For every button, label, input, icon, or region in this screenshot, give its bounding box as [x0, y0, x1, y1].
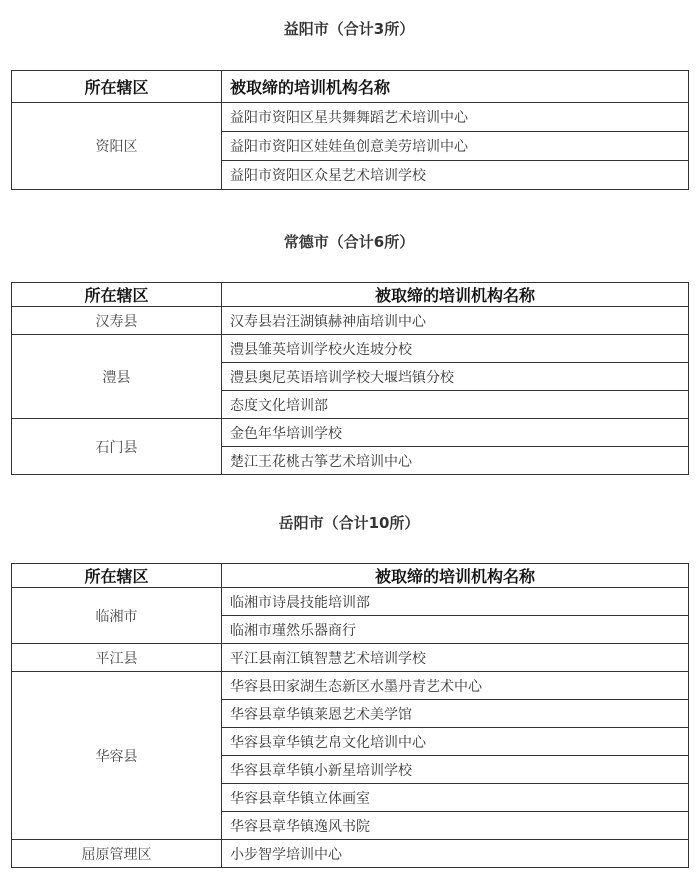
table-header-row: [12, 71, 689, 103]
table-yueyang: [11, 563, 689, 868]
table-row: [12, 335, 689, 363]
institution-cell: 华容县田家湖生态新区水墨丹青艺术中心: [222, 672, 689, 700]
district-cell: 华容县: [12, 672, 222, 840]
institution-cell: 华容县章华镇艺帛文化培训中心: [222, 728, 689, 756]
header-district: 所在辖区: [12, 283, 222, 307]
institution-cell: 平江县南江镇智慧艺术培训学校: [222, 644, 689, 672]
header-institution-name: 被取缔的培训机构名称: [222, 283, 689, 307]
table-row: [12, 840, 689, 868]
district-cell: 屈原管理区: [12, 840, 222, 868]
table-header-row: [12, 564, 689, 588]
institution-cell: 华容县章华镇莱恩艺术美学馆: [222, 700, 689, 728]
institution-cell: 小步智学培训中心: [222, 840, 689, 868]
table-row: [12, 672, 689, 700]
table-header-row: [12, 283, 689, 307]
header-district: 所在辖区: [12, 71, 222, 103]
table-row: [12, 644, 689, 672]
institution-cell: 益阳市资阳区娃娃鱼创意美劳培训中心: [222, 132, 689, 161]
section-title-yiyang: 益阳市（合计3所）: [283, 20, 415, 38]
section-title-changde: 常德市（合计6所）: [283, 233, 415, 251]
table-row: [12, 307, 689, 335]
district-cell: 平江县: [12, 644, 222, 672]
header-institution-name: 被取缔的培训机构名称: [222, 71, 689, 103]
header-institution-name: 被取缔的培训机构名称: [222, 564, 689, 588]
institution-cell: 澧县雏英培训学校火连坡分校: [222, 335, 689, 363]
institution-cell: 华容县章华镇逸风书院: [222, 812, 689, 840]
table-row: [12, 103, 689, 132]
district-cell: 临湘市: [12, 588, 222, 644]
institution-cell: 华容县章华镇小新星培训学校: [222, 756, 689, 784]
institution-cell: 益阳市资阳区星共舞舞蹈艺术培训中心: [222, 103, 689, 132]
district-cell: 汉寿县: [12, 307, 222, 335]
institution-cell: 金色年华培训学校: [222, 419, 689, 447]
institution-cell: 楚江王花桃古筝艺术培训中心: [222, 447, 689, 475]
table-yiyang: [11, 70, 689, 190]
section-title-yueyang: 岳阳市（合计10所）: [278, 514, 420, 532]
header-district: 所在辖区: [12, 564, 222, 588]
district-cell: 澧县: [12, 335, 222, 419]
institution-cell: 益阳市资阳区众星艺术培训学校: [222, 161, 689, 190]
table-row: [12, 419, 689, 447]
institution-cell: 临湘市诗晨技能培训部: [222, 588, 689, 616]
institution-cell: 澧县奥尼英语培训学校大堰垱镇分校: [222, 363, 689, 391]
institution-cell: 态度文化培训部: [222, 391, 689, 419]
institution-cell: 临湘市瑾然乐器商行: [222, 616, 689, 644]
institution-cell: 华容县章华镇立体画室: [222, 784, 689, 812]
table-changde: [11, 282, 689, 475]
table-row: [12, 588, 689, 616]
district-cell: 石门县: [12, 419, 222, 475]
institution-cell: 汉寿县岩汪湖镇赫神庙培训中心: [222, 307, 689, 335]
district-cell: 资阳区: [12, 103, 222, 190]
